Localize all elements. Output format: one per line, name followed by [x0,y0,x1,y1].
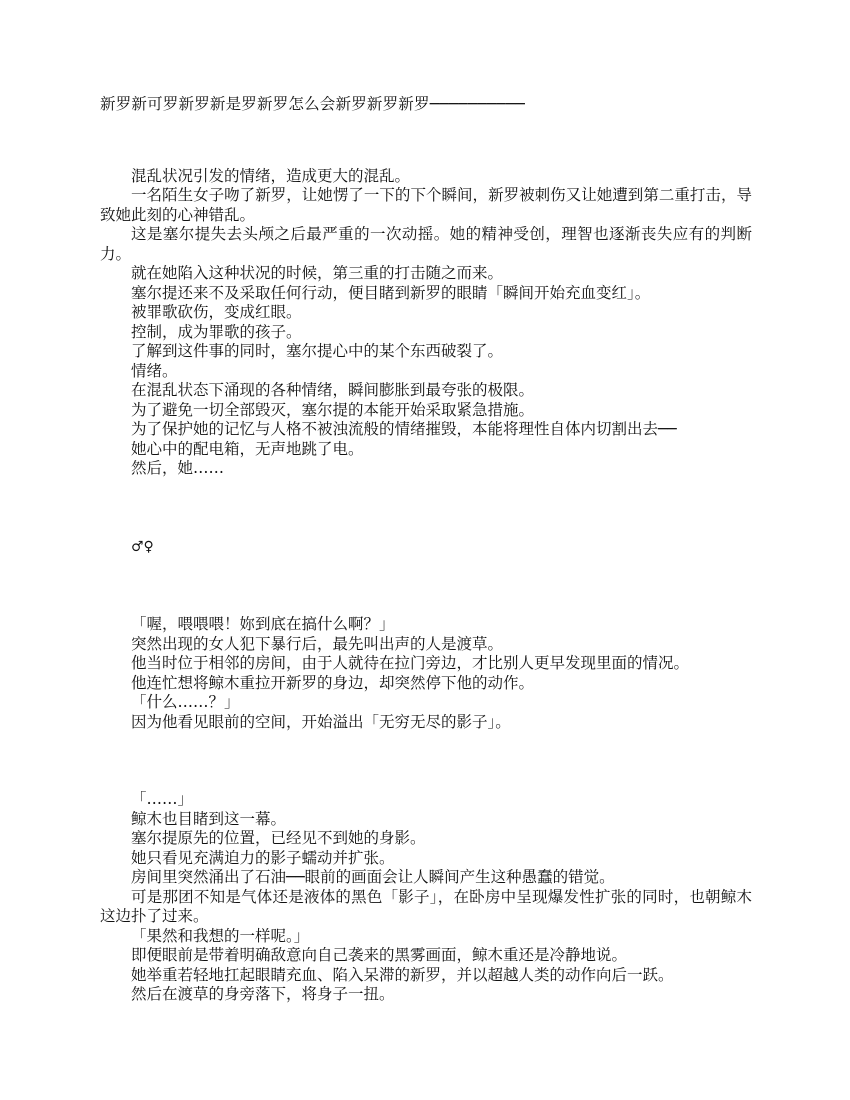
paragraph: 一名陌生女子吻了新罗，让她愣了一下的下个瞬间，新罗被刺伤又让她遭到第二重打击，导致她此刻的心神错乱。 [100,186,752,224]
spacer [100,479,752,538]
paragraph: 即便眼前是带着明确敌意向自己袭来的黑雾画面，鲸木重还是冷静地说。 [131,946,628,964]
paragraph: 塞尔提还来不及采取任何行动，便目睹到新罗的眼睛「瞬间开始充血变红」。 [131,283,651,302]
section-1 [100,167,752,479]
paragraph: 塞尔提原先的位置，已经见不到她的身影。 [131,829,426,847]
section-2 [100,615,752,732]
paragraph: 为了保护她的记忆与人格不被浊流般的情绪摧毁，本能将理性自体内切割出去── [131,420,677,438]
paragraph: 了解到这件事的同时，塞尔提心中的某个东西破裂了。 [131,342,504,360]
paragraph: 「……」 [131,790,194,808]
paragraph: 控制，成为罪歌的孩子。 [131,322,302,341]
paragraph: 突然出现的女人犯下暴行后，最先叫出声的人是渡草。 [131,634,504,653]
spacer [100,732,752,790]
spacer [100,557,752,615]
paragraph: 房间里突然涌出了石油──眼前的画面会让人瞬间产生这种愚蠢的错觉。 [131,868,615,886]
paragraph: 混乱状况引发的情绪，造成更大的混乱。 [131,166,411,185]
document-page [100,95,752,1005]
paragraph: 「喔，喂喂喂！妳到底在搞什么啊？」 [131,615,395,633]
paragraph: 「果然和我想的一样呢。」 [131,926,310,945]
paragraph: 被罪歌砍伤，变成红眼。 [131,303,302,321]
paragraph: 在混乱状态下涌现的各种情绪，瞬间膨胀到最夸张的极限。 [131,381,535,399]
paragraph: 「什么……？」 [131,693,240,711]
paragraph: 就在她陷入这种状况的时候，第三重的打击随之而来。 [131,264,504,282]
section-heading: 新罗新可罗新罗新是罗新罗怎么会新罗新罗新罗────────── [100,95,526,113]
paragraph: 她举重若轻地扛起眼睛充血、陷入呆滞的新罗，并以超越人类的动作向后一跃。 [131,965,674,984]
paragraph: 为了避免一切全部毁灭，塞尔提的本能开始采取紧急措施。 [131,400,535,419]
paragraph: 这是塞尔提失去头颅之后最严重的一次动摇。她的精神受创，理智也逐渐丧失应有的判断力。 [100,225,752,263]
paragraph: 然后在渡草的身旁落下，将身子一扭。 [131,985,395,1003]
paragraph: 因为他看见眼前的空间，开始溢出「无穷无尽的影子」。 [131,712,511,731]
scene-separator: ♂♀ [131,538,154,555]
section-3 [100,790,752,1005]
paragraph: 她只看见充满迫力的影子蠕动并扩张。 [131,848,395,867]
spacer [100,115,752,167]
paragraph: 他连忙想将鲸木重拉开新罗的身边，却突然停下他的动作。 [131,673,535,692]
paragraph: 可是那团不知是气体还是液体的黑色「影子」，在卧房中呈现爆发性扩张的同时，也朝鲸木这边扑了过来。 [100,887,752,925]
paragraph: 情绪。 [131,361,178,380]
paragraph: 鲸木也目睹到这一幕。 [131,809,287,828]
paragraph: 她心中的配电箱，无声地跳了电。 [131,439,364,458]
paragraph: 然后，她…… [131,459,225,477]
paragraph: 他当时位于相邻的房间，由于人就待在拉门旁边，才比别人更早发现里面的情况。 [131,654,690,672]
